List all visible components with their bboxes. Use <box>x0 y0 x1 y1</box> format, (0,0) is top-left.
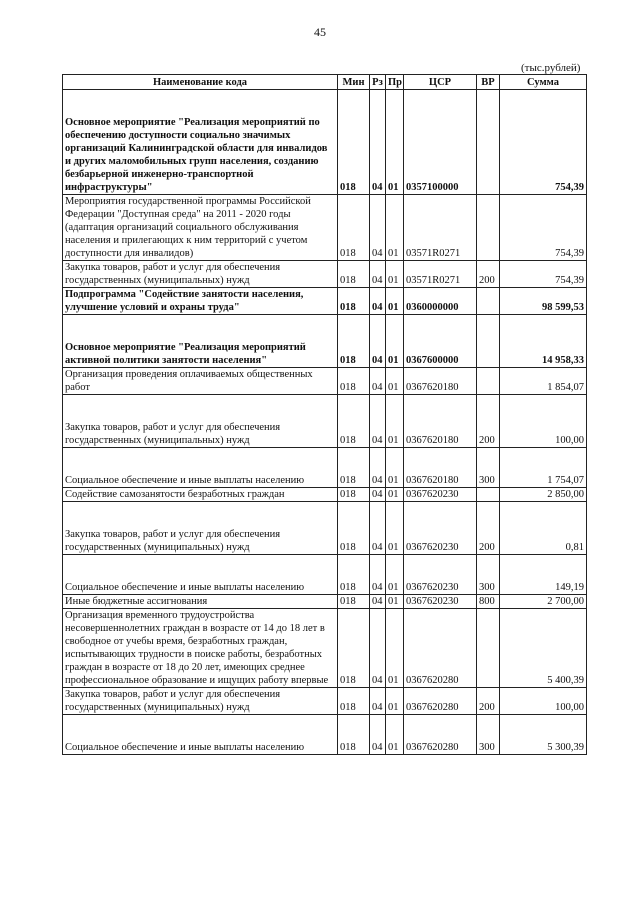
cell-sum: 100,00 <box>500 688 587 715</box>
cell-name: Социальное обеспечение и иные выплаты населению <box>63 715 338 755</box>
cell-min: 018 <box>338 715 370 755</box>
cell-rz: 04 <box>370 595 386 609</box>
cell-pr: 01 <box>386 195 404 261</box>
cell-csr: 03571R0271 <box>404 261 477 288</box>
cell-rz: 04 <box>370 90 386 195</box>
table-row <box>63 90 587 195</box>
cell-name: Закупка товаров, работ и услуг для обеспечения государственных (муниципальных) нужд <box>63 395 338 448</box>
cell-sum: 754,39 <box>500 195 587 261</box>
cell-name: Подпрограмма "Содействие занятости населения, улучшение условий и охраны труда" <box>63 288 338 315</box>
cell-min: 018 <box>338 195 370 261</box>
cell-min: 018 <box>338 288 370 315</box>
cell-min: 018 <box>338 555 370 595</box>
cell-sum: 754,39 <box>500 90 587 195</box>
cell-rz: 04 <box>370 368 386 395</box>
cell-rz: 04 <box>370 395 386 448</box>
table-row <box>63 288 587 315</box>
table-row <box>63 448 587 488</box>
cell-min: 018 <box>338 448 370 488</box>
cell-rz: 04 <box>370 555 386 595</box>
cell-rz: 04 <box>370 315 386 368</box>
header-min: Мин <box>338 75 370 90</box>
cell-vr: 200 <box>477 688 500 715</box>
cell-rz: 04 <box>370 688 386 715</box>
cell-name: Основное мероприятие "Реализация мероприятий по обеспечению доступности социально значимых организаций Калининградской области для инвалидов и других маломобильных групп населения, созданию безбарьерной инженерно-транспортной инфраструктуры" <box>63 90 338 195</box>
table-row <box>63 595 587 609</box>
cell-rz: 04 <box>370 502 386 555</box>
cell-pr: 01 <box>386 502 404 555</box>
cell-vr <box>477 90 500 195</box>
cell-min: 018 <box>338 609 370 688</box>
table-row <box>63 395 587 448</box>
cell-vr: 300 <box>477 448 500 488</box>
cell-name: Закупка товаров, работ и услуг для обеспечения государственных (муниципальных) нужд <box>63 502 338 555</box>
cell-vr: 200 <box>477 502 500 555</box>
table-header-row <box>63 75 587 90</box>
cell-min: 018 <box>338 395 370 448</box>
cell-name: Иные бюджетные ассигнования <box>63 595 338 609</box>
cell-sum: 1 854,07 <box>500 368 587 395</box>
cell-csr: 0367620180 <box>404 395 477 448</box>
budget-table <box>62 74 587 755</box>
cell-csr: 0367620180 <box>404 368 477 395</box>
table-row <box>63 315 587 368</box>
cell-min: 018 <box>338 315 370 368</box>
cell-csr: 0367620280 <box>404 715 477 755</box>
cell-sum: 2 850,00 <box>500 488 587 502</box>
cell-csr: 0357100000 <box>404 90 477 195</box>
cell-sum: 0,81 <box>500 502 587 555</box>
header-rz: Рз <box>370 75 386 90</box>
cell-name: Закупка товаров, работ и услуг для обеспечения государственных (муниципальных) нужд <box>63 261 338 288</box>
cell-min: 018 <box>338 502 370 555</box>
cell-sum: 149,19 <box>500 555 587 595</box>
cell-rz: 04 <box>370 609 386 688</box>
cell-csr: 0367600000 <box>404 315 477 368</box>
cell-pr: 01 <box>386 555 404 595</box>
cell-sum: 1 754,07 <box>500 448 587 488</box>
cell-pr: 01 <box>386 488 404 502</box>
cell-sum: 14 958,33 <box>500 315 587 368</box>
cell-name: Социальное обеспечение и иные выплаты населению <box>63 555 338 595</box>
cell-vr: 300 <box>477 555 500 595</box>
table-row <box>63 502 587 555</box>
cell-vr <box>477 609 500 688</box>
cell-rz: 04 <box>370 261 386 288</box>
cell-csr: 0367620230 <box>404 595 477 609</box>
cell-pr: 01 <box>386 261 404 288</box>
cell-pr: 01 <box>386 595 404 609</box>
cell-vr <box>477 195 500 261</box>
cell-vr: 800 <box>477 595 500 609</box>
cell-rz: 04 <box>370 448 386 488</box>
table-row <box>63 368 587 395</box>
table-row <box>63 715 587 755</box>
cell-sum: 100,00 <box>500 395 587 448</box>
cell-csr: 0367620280 <box>404 609 477 688</box>
cell-pr: 01 <box>386 395 404 448</box>
cell-pr: 01 <box>386 688 404 715</box>
header-vr: ВР <box>477 75 500 90</box>
cell-vr: 200 <box>477 261 500 288</box>
table-row <box>63 609 587 688</box>
cell-name: Организация временного трудоустройства несовершеннолетних граждан в возрасте от 14 до 18 лет в свободное от учебы время, безработных граждан, испытывающих трудности в поиске работы, безработных граждан в возрасте от 18 до 20 лет, имеющих среднее профессиональное образование и ищущих работу впервые <box>63 609 338 688</box>
cell-pr: 01 <box>386 609 404 688</box>
cell-pr: 01 <box>386 448 404 488</box>
cell-name: Социальное обеспечение и иные выплаты населению <box>63 448 338 488</box>
cell-csr: 0367620230 <box>404 555 477 595</box>
cell-min: 018 <box>338 488 370 502</box>
header-name: Наименование кода <box>63 75 338 90</box>
cell-rz: 04 <box>370 715 386 755</box>
cell-pr: 01 <box>386 90 404 195</box>
units-label: (тыс.рублей) <box>521 62 581 74</box>
table-body <box>63 90 587 755</box>
cell-sum: 2 700,00 <box>500 595 587 609</box>
cell-sum: 98 599,53 <box>500 288 587 315</box>
table-row <box>63 261 587 288</box>
cell-sum: 5 400,39 <box>500 609 587 688</box>
cell-csr: 0367620230 <box>404 488 477 502</box>
cell-min: 018 <box>338 261 370 288</box>
cell-sum: 754,39 <box>500 261 587 288</box>
cell-name: Основное мероприятие "Реализация мероприятий активной политики занятости населения" <box>63 315 338 368</box>
table-row <box>63 555 587 595</box>
table-row <box>63 688 587 715</box>
cell-csr: 0367620230 <box>404 502 477 555</box>
cell-rz: 04 <box>370 288 386 315</box>
cell-min: 018 <box>338 595 370 609</box>
cell-pr: 01 <box>386 715 404 755</box>
header-csr: ЦСР <box>404 75 477 90</box>
cell-min: 018 <box>338 90 370 195</box>
cell-pr: 01 <box>386 368 404 395</box>
cell-name: Содействие самозанятости безработных граждан <box>63 488 338 502</box>
cell-vr <box>477 288 500 315</box>
cell-sum: 5 300,39 <box>500 715 587 755</box>
table-row <box>63 488 587 502</box>
cell-name: Организация проведения оплачиваемых общественных работ <box>63 368 338 395</box>
cell-name: Мероприятия государственной программы Российской Федерации "Доступная среда" на 2011 - 2020 годы (адаптация организаций социального обслуживания населения и прилегающих к ним территорий с учетом доступности для инвалидов) <box>63 195 338 261</box>
cell-csr: 0367620180 <box>404 448 477 488</box>
cell-min: 018 <box>338 688 370 715</box>
cell-min: 018 <box>338 368 370 395</box>
cell-pr: 01 <box>386 288 404 315</box>
header-sum: Сумма <box>500 75 587 90</box>
page-number: 45 <box>314 25 326 39</box>
cell-name: Закупка товаров, работ и услуг для обеспечения государственных (муниципальных) нужд <box>63 688 338 715</box>
cell-vr <box>477 488 500 502</box>
cell-vr: 200 <box>477 395 500 448</box>
table-row <box>63 195 587 261</box>
header-pr: Пр <box>386 75 404 90</box>
cell-csr: 0360000000 <box>404 288 477 315</box>
cell-vr <box>477 315 500 368</box>
cell-csr: 03571R0271 <box>404 195 477 261</box>
cell-vr <box>477 368 500 395</box>
cell-pr: 01 <box>386 315 404 368</box>
cell-rz: 04 <box>370 195 386 261</box>
cell-vr: 300 <box>477 715 500 755</box>
cell-rz: 04 <box>370 488 386 502</box>
cell-csr: 0367620280 <box>404 688 477 715</box>
